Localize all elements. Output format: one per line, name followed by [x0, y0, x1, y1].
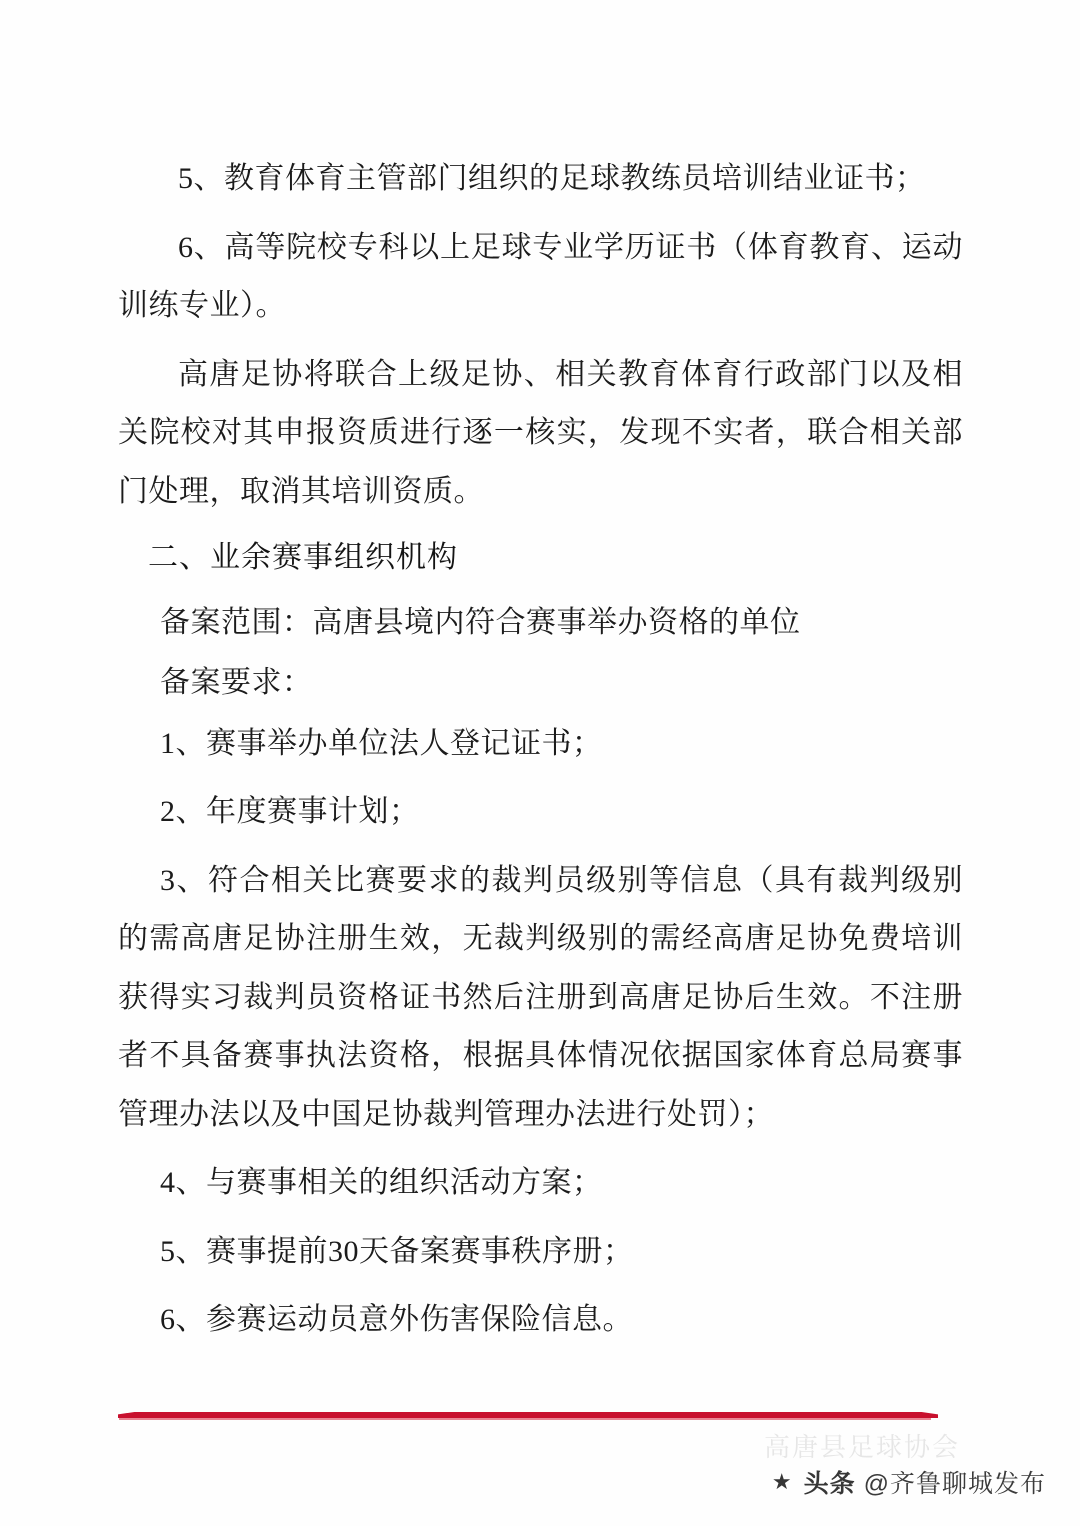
star-icon: ★ — [771, 1469, 792, 1494]
paragraph-item-5: 5、教育体育主管部门组织的足球教练员培训结业证书； — [178, 162, 926, 195]
document-body — [118, 150, 963, 1356]
section-heading: 二、业余赛事组织机构 — [148, 541, 458, 574]
paragraph-verification-note: 高唐足协将联合上级足协、相关教育体育行政部门以及相关院校对其申报资质进行逐一核实，发现不实者，联合相关部门处理，取消其培训资质。 — [118, 357, 963, 508]
footer-divider — [118, 1412, 938, 1422]
filing-requirements-label: 备案要求： — [160, 666, 313, 699]
requirement-item-6: 6、参赛运动员意外伤害保险信息。 — [160, 1303, 633, 1336]
paragraph-item-6: 6、高等院校专科以上足球专业学历证书（体育教育、运动训练专业）。 — [118, 230, 963, 322]
toutiao-logo: 头条 — [803, 1470, 856, 1498]
requirement-item-1: 1、赛事举办单位法人登记证书； — [160, 726, 603, 760]
watermark — [772, 1464, 1046, 1500]
background-watermark: 高唐县足球协会 — [763, 1432, 960, 1462]
requirement-item-2: 2、年度赛事计划； — [160, 795, 420, 828]
footer-divider-bar-secondary — [119, 1418, 931, 1420]
requirement-item-4: 4、与赛事相关的组织活动方案； — [160, 1166, 603, 1199]
requirement-item-5: 5、赛事提前30天备案赛事秩序册； — [160, 1234, 634, 1268]
filing-scope: 备案范围：高唐县境内符合赛事举办资格的单位 — [160, 605, 801, 639]
requirement-item-3: 3、符合相关比赛要求的裁判员级别等信息（具有裁判级别的需高唐足协注册生效，无裁判级别的需经高唐足协免费培训获得实习裁判员资格证书然后注册到高唐足协后生效。不注册者不具备赛事执法资格，根据具体情况依据国家体育总局赛事管理办法以及中国足协裁判管理办法进行处罚）； — [118, 863, 963, 1131]
watermark-account: @齐鲁聊城发布 — [863, 1470, 1046, 1498]
